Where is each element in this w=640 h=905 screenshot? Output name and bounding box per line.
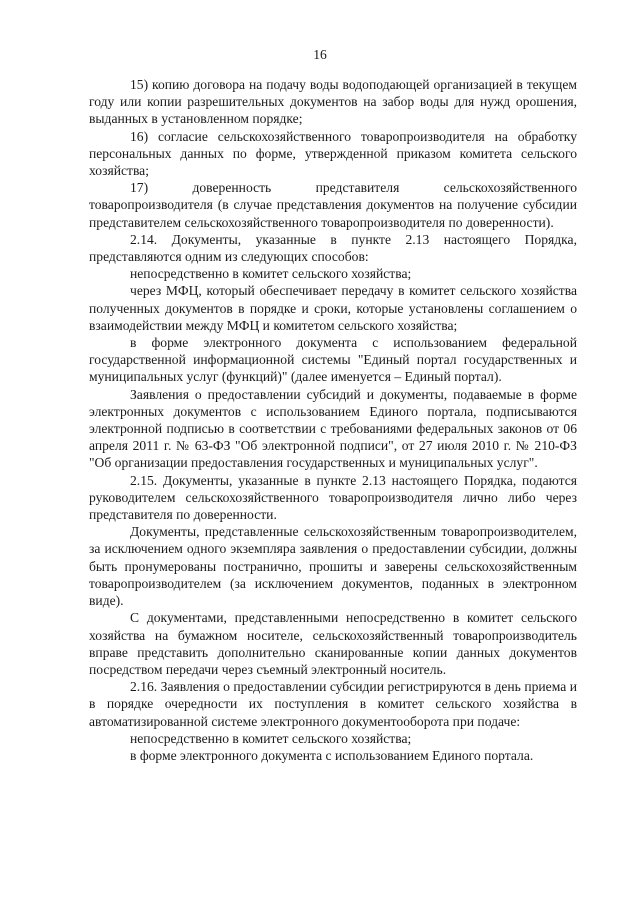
paragraph-registration-direct: непосредственно в комитет сельского хозяйства; <box>130 730 412 746</box>
paragraph-item-15: 15) копию договора на подачу воды водоподающей организацией в текущем году или копии разрешительных документов на забор воды для нужд орошения, выданных в установленном порядке; <box>89 77 577 127</box>
paragraph-document-numbering: Документы, представленные сельскохозяйственным товаропроизводителем, за исключением одного экземпляра заявления о предоставлении субсидии, должны быть пронумерованы постранично, прошиты и заверены сельскохозяйственным товаропроизводителем (за исключением документов, поданных в электронном виде). <box>89 524 577 609</box>
page-number: 16 <box>313 47 327 62</box>
paragraph-item-16: 16) согласие сельскохозяйственного товаропроизводителя на обработку персональных данных по форме, утвержденной приказом комитета сельского хозяйства; <box>89 128 577 179</box>
paragraph-electronic-signature: Заявления о предоставлении субсидий и документы, подаваемые в форме электронных документов с использованием Единого портала, подписываются электронной подписью в соответствии с требованиями федеральных законов от 06 апреля 2011 г. № 63-ФЗ "Об электронной подписи", от 27 июля 2010 г. № 210-ФЗ "Об организации предоставления государственных и муниципальных услуг". <box>89 386 577 471</box>
paragraph-scanned-copies: С документами, представленными непосредственно в комитет сельского хозяйства на бумажном носителе, сельскохозяйственный товаропроизводитель вправе представить дополнительно сканированные копии данных документов посредством передачи через съемный электронный носитель. <box>89 610 577 677</box>
paragraph-method-electronic: в форме электронного документа с использованием федеральной государственной информационной системы "Единый портал государственных и муниципальных услуг (функций)" (далее именуется – Единый портал). <box>89 335 577 385</box>
paragraph-item-17: 17) доверенность представителя сельскохозяйственного товаропроизводителя (в случае представления документов на получение субсидии представителем сельскохозяйственного товаропроизводителя по доверенности). <box>89 180 577 230</box>
paragraph-section-2-16: 2.16. Заявления о предоставлении субсидии регистрируются в день приема и в порядке очередности их поступления в комитет сельского хозяйства в автоматизированной системе электронного документооборота при подаче: <box>89 679 577 729</box>
paragraph-method-direct: непосредственно в комитет сельского хозяйства; <box>130 266 412 282</box>
paragraph-method-mfc: через МФЦ, который обеспечивает передачу в комитет сельского хозяйства полученных документов в порядке и сроки, которые установлены соглашением о взаимодействии между МФЦ и комитетом сельского хозяйства; <box>89 283 577 333</box>
paragraph-section-2-15: 2.15. Документы, указанные в пункте 2.13 настоящего Порядка, подаются руководителем сельскохозяйственного товаропроизводителя лично либо через представителя по доверенности. <box>89 472 577 523</box>
document-body <box>89 76 577 764</box>
paragraph-section-2-14: 2.14. Документы, указанные в пункте 2.13 настоящего Порядка, представляются одним из следующих способов: <box>89 231 577 265</box>
paragraph-registration-electronic: в форме электронного документа с использованием Единого портала. <box>130 747 534 763</box>
